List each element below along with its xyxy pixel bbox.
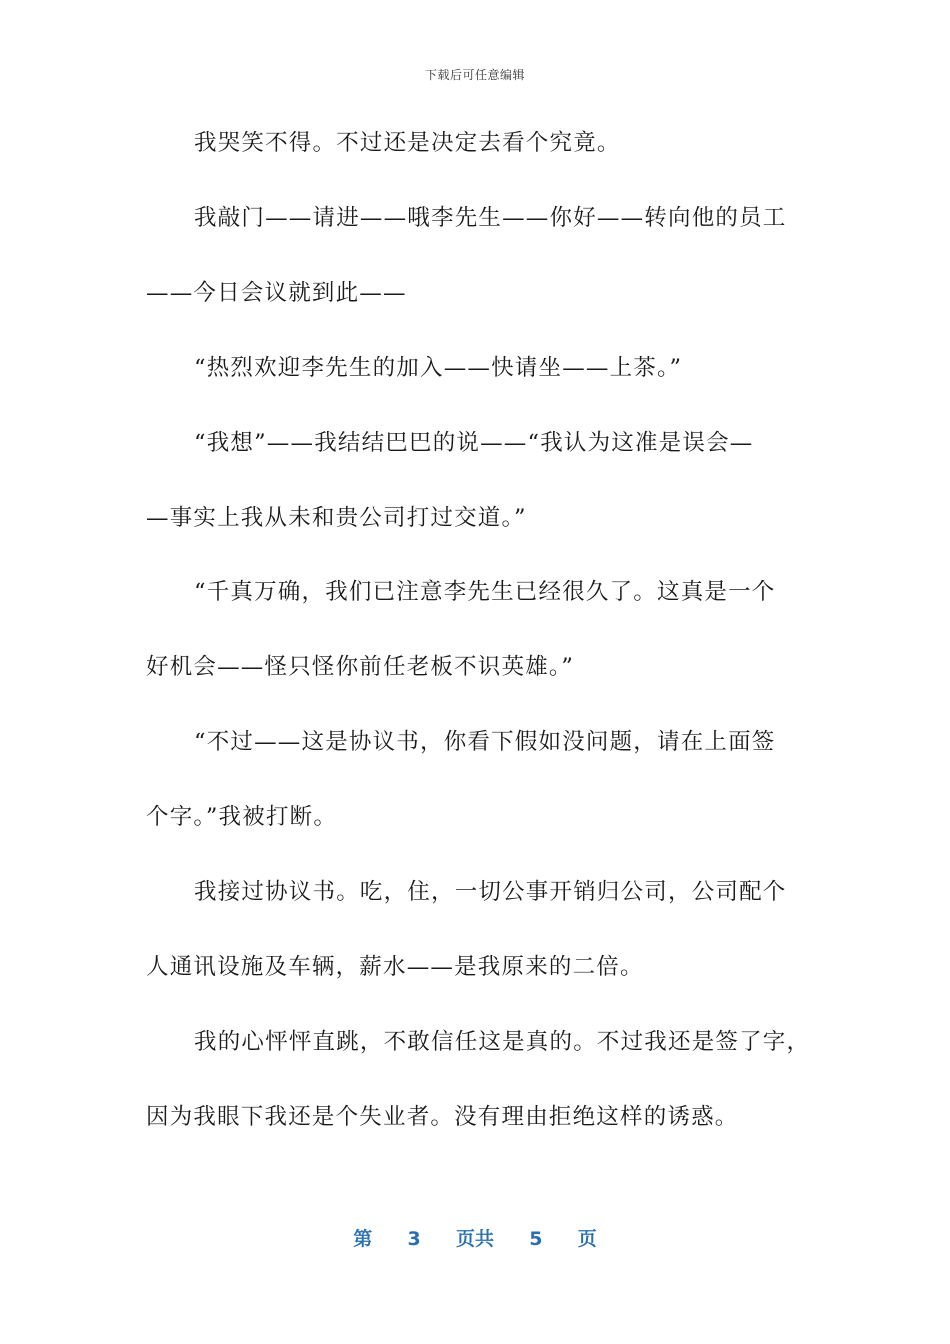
page-header: 下载后可任意编辑 [424, 68, 525, 82]
text-line: “我想”——我结结巴巴的说——“我认为这准是误会— [194, 430, 754, 456]
footer-suffix: 页 [577, 1228, 597, 1250]
text-line: ——今日会议就到此—— [146, 280, 407, 306]
text-line: 我的心怦怦直跳，不敢信任这是真的。不过我还是签了字， [194, 1029, 811, 1055]
footer-middle: 页共 [455, 1228, 494, 1250]
text-line: 我接过协议书。吃，住，一切公事开销归公司，公司配个 [194, 879, 787, 905]
text-line: 因为我眼下我还是个失业者。没有理由拒绝这样的诱惑。 [146, 1104, 739, 1130]
footer-current-page: 3 [407, 1228, 421, 1250]
text-line: 我哭笑不得。不过还是决定去看个究竟。 [194, 130, 621, 156]
text-line: —事实上我从未和贵公司打过交道。” [146, 505, 527, 531]
footer-total-pages: 5 [529, 1228, 543, 1250]
text-line: “热烈欢迎李先生的加入——快请坐——上茶。” [194, 355, 683, 381]
text-line: “千真万确，我们已注意李先生已经很久了。这真是一个 [194, 579, 776, 605]
footer-prefix: 第 [353, 1228, 373, 1250]
text-line: 人通讯设施及车辆，薪水——是我原来的二倍。 [146, 954, 644, 980]
text-line: 好机会——怪只怪你前任老板不识英雄。” [146, 654, 575, 680]
page-footer [0, 1224, 950, 1251]
text-line: “不过——这是协议书，你看下假如没问题，请在上面签 [194, 729, 776, 755]
text-line: 我敲门——请进——哦李先生——你好——转向他的员工 [194, 205, 787, 231]
text-line: 个字。”我被打断。 [146, 804, 338, 830]
